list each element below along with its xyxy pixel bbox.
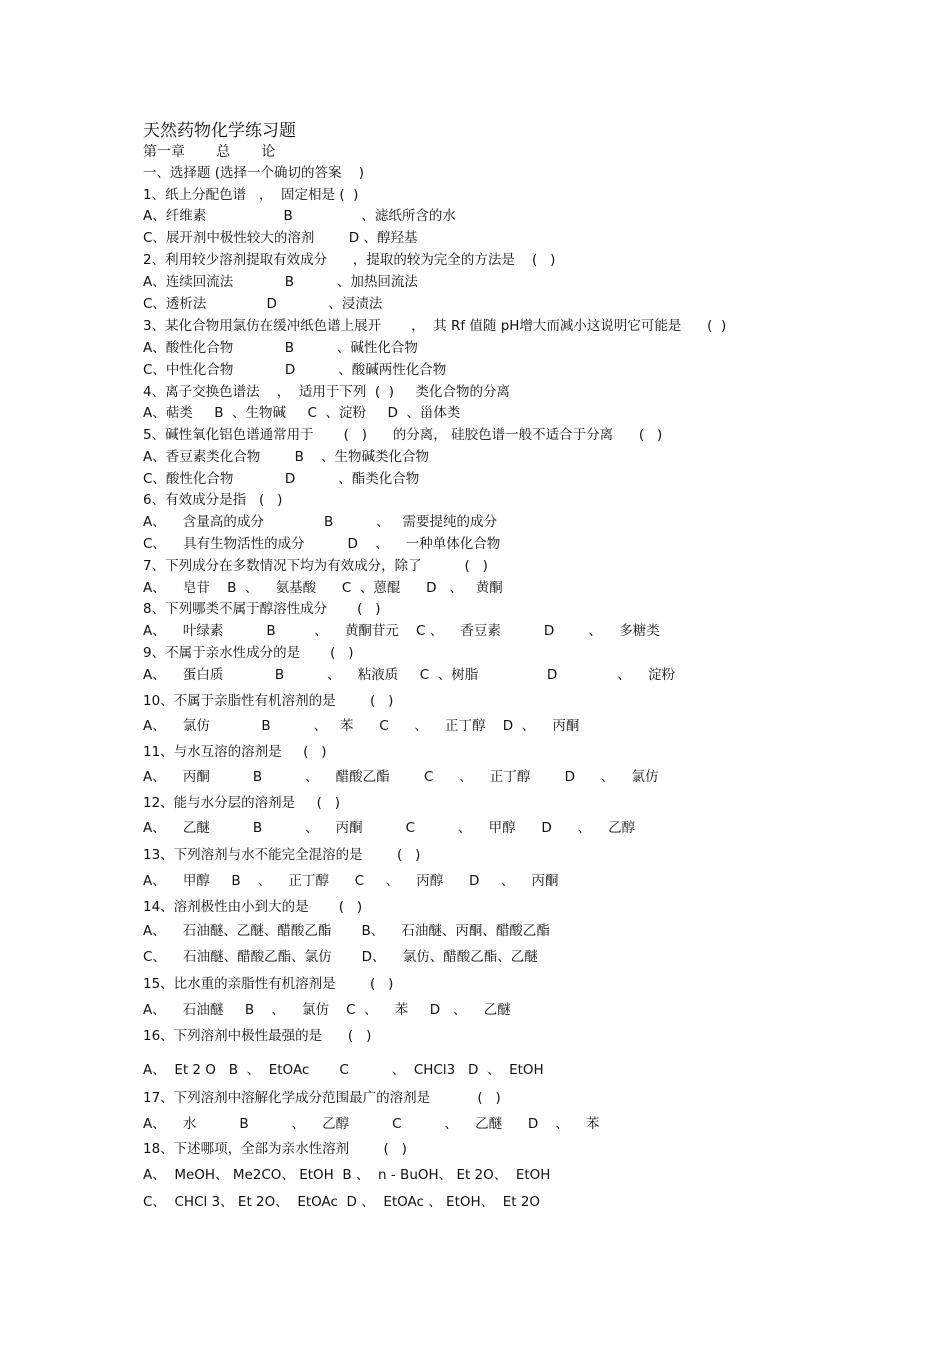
- question-line: 1、纸上分配色谱 ， 固定相是 ( ): [143, 187, 359, 203]
- option-line: A、 丙酮 B 、 醋酸乙酯 C 、 正丁醇 D 、 氯仿: [143, 769, 659, 785]
- question-line: 18、下述哪项，全部为亲水性溶剂 ( ): [143, 1141, 407, 1157]
- question-line: 15、比水重的亲脂性有机溶剂是 ( ): [143, 976, 394, 992]
- option-line: A、 石油醚、乙醚、醋酸乙酯 B、 石油醚、丙酮、醋酸乙酯: [143, 923, 550, 939]
- option-line: A、纤维素 B 、滤纸所含的水: [143, 208, 456, 224]
- document-title: 天然药物化学练习题: [143, 121, 296, 141]
- option-line: C、 CHCl 3、 Et 2O、 EtOAc D 、 EtOAc 、 EtOH、 Et 2O: [143, 1194, 541, 1210]
- question-line: 4、离子交换色谱法 ， 适用于下列 ( ) 类化合物的分离: [143, 384, 510, 400]
- option-line: A、 乙醚 B 、 丙酮 C 、 甲醇 D 、 乙醇: [143, 820, 636, 836]
- option-line: A、 石油醚 B 、 氯仿 C 、 苯 D 、 乙醚: [143, 1002, 511, 1018]
- option-line: A、连续回流法 B 、加热回流法: [143, 274, 418, 290]
- option-line: A、酸性化合物 B 、碱性化合物: [143, 340, 418, 356]
- question-line: 17、下列溶剂中溶解化学成分范围最广的溶剂是 ( ): [143, 1090, 501, 1106]
- option-line: C、 具有生物活性的成分 D 、 一种单体化合物: [143, 536, 501, 552]
- question-line: 14、溶剂极性由小到大的是 ( ): [143, 899, 363, 915]
- option-line: A、 甲醇 B 、 正丁醇 C 、 丙醇 D 、 丙酮: [143, 873, 559, 889]
- question-line: 10、不属于亲脂性有机溶剂的是 ( ): [143, 693, 394, 709]
- question-line: 6、有效成分是指 ( ): [143, 492, 283, 508]
- option-line: A、 叶绿素 B 、 黄酮苷元 C 、 香豆素 D 、 多糖类: [143, 623, 660, 639]
- option-line: A、萜类 B 、生物碱 C 、淀粉 D 、甾体类: [143, 405, 461, 421]
- chapter-heading: 第一章 总 论: [143, 144, 276, 160]
- option-line: C、 石油醚、醋酸乙酯、氯仿 D、 氯仿、醋酸乙酯、乙醚: [143, 949, 538, 965]
- option-line: A、 氯仿 B 、 苯 C 、 正丁醇 D 、 丙酮: [143, 718, 580, 734]
- question-line: 8、下列哪类不属于醇溶性成分 ( ): [143, 601, 381, 617]
- section-heading: 一、选择题 (选择一个确切的答案 ): [143, 165, 364, 181]
- option-line: C、酸性化合物 D 、酯类化合物: [143, 471, 420, 487]
- option-line: A、 水 B 、 乙醇 C 、 乙醚 D 、 苯: [143, 1116, 600, 1132]
- option-line: C、透析法 D 、浸渍法: [143, 296, 383, 312]
- question-line: 11、与水互溶的溶剂是 ( ): [143, 744, 327, 760]
- question-line: 3、某化合物用氯仿在缓冲纸色谱上展开 ， 其 Rf 值随 pH增大而减小这说明它可能是 ( ): [143, 318, 727, 334]
- option-line: A、 Et 2 O B 、 EtOAc C 、 CHCl3 D 、 EtOH: [143, 1062, 544, 1078]
- option-line: C、中性化合物 D 、酸碱两性化合物: [143, 362, 447, 378]
- option-line: A、香豆素类化合物 B 、生物碱类化合物: [143, 449, 429, 465]
- option-line: C、展开剂中极性较大的溶剂 D 、醇羟基: [143, 230, 418, 246]
- option-line: A、 蛋白质 B 、 粘液质 C 、树脂 D 、 淀粉: [143, 667, 675, 683]
- question-line: 16、下列溶剂中极性最强的是 ( ): [143, 1028, 372, 1044]
- question-line: 2、利用较少溶剂提取有效成分 ，提取的较为完全的方法是 ( ): [143, 252, 556, 268]
- question-line: 5、碱性氧化铝色谱通常用于 ( ) 的分离， 硅胶色谱一般不适合于分离 ( ): [143, 427, 663, 443]
- question-line: 13、下列溶剂与水不能完全混溶的是 ( ): [143, 847, 421, 863]
- question-line: 7、下列成分在多数情况下均为有效成分，除了 ( ): [143, 558, 488, 574]
- question-line: 9、不属于亲水性成分的是 ( ): [143, 645, 354, 661]
- option-line: A、 皂苷 B 、 氨基酸 C 、蒽醌 D 、 黄酮: [143, 580, 503, 596]
- question-line: 12、能与水分层的溶剂是 ( ): [143, 795, 341, 811]
- option-line: A、 MeOH、 Me2CO、 EtOH B 、 n - BuOH、 Et 2O、 EtOH: [143, 1167, 551, 1183]
- option-line: A、 含量高的成分 B 、 需要提纯的成分: [143, 514, 498, 530]
